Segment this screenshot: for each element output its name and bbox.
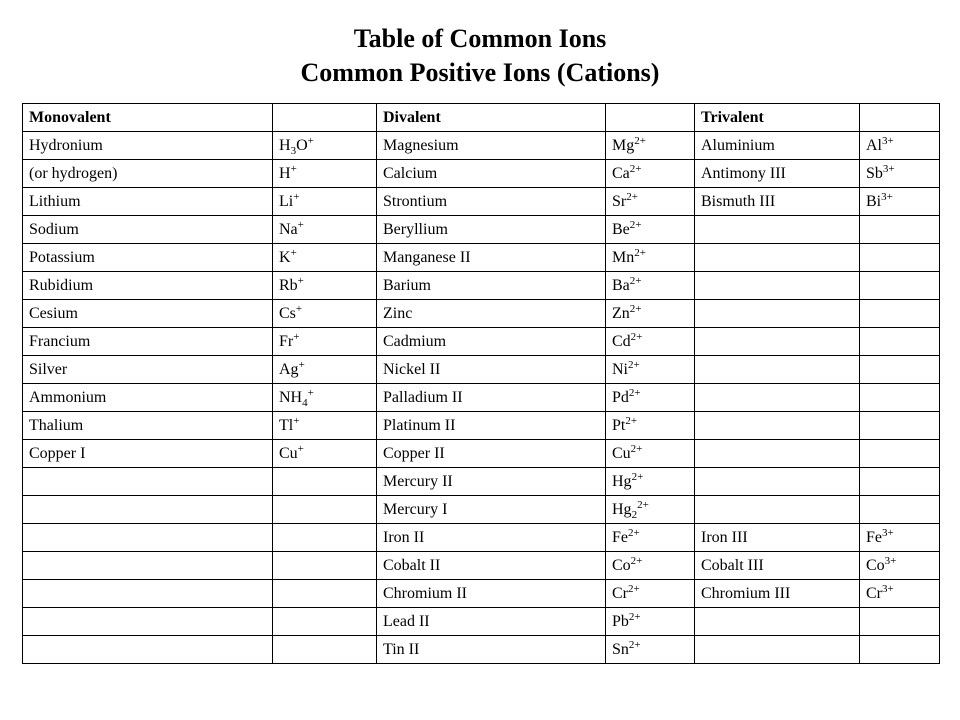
trivalent-name-cell <box>695 468 860 496</box>
formula-symbol: Co <box>866 556 885 574</box>
page-title: Table of Common Ions <box>353 24 607 53</box>
trivalent-name-cell <box>695 608 860 636</box>
header-monovalent-formula <box>273 104 377 132</box>
monovalent-name-cell <box>23 524 273 552</box>
trivalent-formula-cell <box>860 272 940 300</box>
title-block <box>0 22 960 90</box>
divalent-formula-cell <box>606 524 695 552</box>
trivalent-formula-cell <box>860 608 940 636</box>
trivalent-formula-cell <box>860 132 940 160</box>
monovalent-name-cell: Lithium <box>23 188 273 216</box>
monovalent-name-cell <box>23 496 273 524</box>
page-subtitle: Common Positive Ions (Cations) <box>300 58 660 87</box>
formula-charge: 2+ <box>630 442 643 455</box>
monovalent-formula-cell <box>273 552 377 580</box>
monovalent-formula-cell <box>273 160 377 188</box>
formula-symbol: Cu <box>279 444 298 462</box>
monovalent-name-cell <box>23 608 273 636</box>
divalent-name-cell: Nickel II <box>377 356 606 384</box>
divalent-formula-cell <box>606 412 695 440</box>
formula-charge: + <box>290 162 297 175</box>
formula-charge: 2+ <box>628 638 641 651</box>
divalent-name-cell: Beryllium <box>377 216 606 244</box>
trivalent-name-cell: Cobalt III <box>695 552 860 580</box>
divalent-name-cell: Chromium II <box>377 580 606 608</box>
formula-charge: 2+ <box>634 246 646 259</box>
trivalent-name-cell <box>695 636 860 664</box>
monovalent-formula-cell <box>273 132 377 160</box>
monovalent-formula-cell <box>273 468 377 496</box>
trivalent-formula-cell <box>860 440 940 468</box>
formula-symbol: Bi <box>866 192 882 210</box>
formula-charge: 2+ <box>628 610 641 623</box>
trivalent-formula-cell <box>860 300 940 328</box>
trivalent-formula-cell <box>860 468 940 496</box>
divalent-formula-cell <box>606 244 695 272</box>
formula-charge: 2+ <box>629 218 642 231</box>
trivalent-formula-cell <box>860 384 940 412</box>
formula-symbol: Ag <box>279 360 299 378</box>
formula-symbol: Fe <box>866 528 882 546</box>
monovalent-formula-cell <box>273 580 377 608</box>
trivalent-name-cell <box>695 328 860 356</box>
divalent-formula-cell <box>606 328 695 356</box>
formula-symbol: Sr <box>612 192 627 210</box>
table-body <box>23 132 940 664</box>
formula-symbol: Ca <box>612 164 630 182</box>
formula-symbol: H <box>279 164 291 182</box>
formula-charge: + <box>295 302 303 315</box>
trivalent-formula-cell <box>860 636 940 664</box>
formula-symbol: Ba <box>612 276 630 294</box>
trivalent-formula-cell <box>860 328 940 356</box>
table-row <box>23 440 940 468</box>
table-row <box>23 524 940 552</box>
formula-symbol: Cu <box>612 444 631 462</box>
formula-charge: + <box>297 274 304 287</box>
trivalent-name-cell <box>695 440 860 468</box>
formula-symbol: Fe <box>612 528 628 546</box>
formula-charge: + <box>298 358 305 371</box>
divalent-formula-cell <box>606 384 695 412</box>
formula-symbol: Rb <box>279 276 298 294</box>
table-row <box>23 552 940 580</box>
table-row <box>23 328 940 356</box>
formula-charge: + <box>290 246 297 259</box>
monovalent-formula-cell <box>273 524 377 552</box>
formula-symbol: Pb <box>612 612 629 630</box>
divalent-name-cell: Mercury I <box>377 496 606 524</box>
trivalent-name-cell: Bismuth III <box>695 188 860 216</box>
formula-charge: + <box>297 442 304 455</box>
formula-charge: + <box>293 414 300 427</box>
monovalent-name-cell: (or hydrogen) <box>23 160 273 188</box>
divalent-name-cell: Lead II <box>377 608 606 636</box>
trivalent-name-cell <box>695 496 860 524</box>
divalent-name-cell: Tin II <box>377 636 606 664</box>
divalent-name-cell: Platinum II <box>377 412 606 440</box>
trivalent-name-cell: Antimony III <box>695 160 860 188</box>
formula-symbol: Sn <box>612 640 629 658</box>
trivalent-name-cell <box>695 244 860 272</box>
formula-charge: + <box>293 190 300 203</box>
monovalent-name-cell <box>23 552 273 580</box>
monovalent-formula-cell <box>273 244 377 272</box>
formula-symbol: Cd <box>612 332 631 350</box>
formula-charge: 3+ <box>884 554 897 567</box>
formula-symbol: Mg <box>612 136 635 154</box>
divalent-formula-cell <box>606 552 695 580</box>
monovalent-formula-cell <box>273 216 377 244</box>
monovalent-formula-cell <box>273 384 377 412</box>
monovalent-name-cell <box>23 636 273 664</box>
divalent-name-cell: Copper II <box>377 440 606 468</box>
divalent-name-cell: Strontium <box>377 188 606 216</box>
divalent-name-cell: Mercury II <box>377 468 606 496</box>
formula-symbol: Pd <box>612 388 629 406</box>
formula-charge: + <box>297 218 304 231</box>
monovalent-name-cell: Silver <box>23 356 273 384</box>
trivalent-name-cell <box>695 300 860 328</box>
monovalent-formula-cell <box>273 412 377 440</box>
trivalent-name-cell <box>695 384 860 412</box>
formula-charge: 2+ <box>626 190 638 203</box>
divalent-formula-cell <box>606 356 695 384</box>
formula-charge: 3+ <box>882 162 895 175</box>
trivalent-formula-cell <box>860 524 940 552</box>
formula-symbol: Sb <box>866 164 883 182</box>
formula-symbol: NH <box>279 388 303 406</box>
table-row <box>23 384 940 412</box>
trivalent-formula-cell <box>860 244 940 272</box>
monovalent-name-cell: Sodium <box>23 216 273 244</box>
formula-subscript: 4 <box>302 396 308 409</box>
formula-symbol: Mn <box>612 248 635 266</box>
table-row <box>23 468 940 496</box>
monovalent-formula-cell <box>273 496 377 524</box>
table-row <box>23 580 940 608</box>
formula-charge: 2+ <box>634 134 646 147</box>
formula-symbol: Hg <box>612 472 632 490</box>
table-row <box>23 496 940 524</box>
formula-symbol: Hg <box>612 500 632 518</box>
divalent-formula-cell <box>606 468 695 496</box>
formula-charge: 2+ <box>628 582 640 595</box>
trivalent-name-cell <box>695 356 860 384</box>
formula-symbol: Be <box>612 220 630 238</box>
trivalent-formula-cell <box>860 356 940 384</box>
monovalent-name-cell: Francium <box>23 328 273 356</box>
monovalent-formula-cell <box>273 356 377 384</box>
divalent-formula-cell <box>606 440 695 468</box>
table-row <box>23 132 940 160</box>
table-row <box>23 300 940 328</box>
monovalent-name-cell: Cesium <box>23 300 273 328</box>
formula-charge: 3+ <box>882 582 894 595</box>
trivalent-name-cell <box>695 216 860 244</box>
formula-charge: 3+ <box>882 526 894 539</box>
header-trivalent: Trivalent <box>695 104 860 132</box>
divalent-name-cell: Iron II <box>377 524 606 552</box>
formula-charge: + <box>293 330 300 343</box>
table-row <box>23 272 940 300</box>
monovalent-name-cell: Rubidium <box>23 272 273 300</box>
formula-charge: + <box>307 386 314 399</box>
divalent-name-cell: Calcium <box>377 160 606 188</box>
formula-symbol: Cr <box>866 584 882 602</box>
header-trivalent-formula <box>860 104 940 132</box>
table-row <box>23 608 940 636</box>
monovalent-name-cell: Thalium <box>23 412 273 440</box>
monovalent-name-cell <box>23 580 273 608</box>
formula-charge: 2+ <box>629 274 642 287</box>
divalent-formula-cell <box>606 132 695 160</box>
header-divalent: Divalent <box>377 104 606 132</box>
table-row <box>23 160 940 188</box>
trivalent-name-cell <box>695 272 860 300</box>
formula-charge: 3+ <box>881 190 893 203</box>
formula-charge: 2+ <box>629 302 642 315</box>
formula-symbol: Pt <box>612 416 626 434</box>
trivalent-formula-cell <box>860 216 940 244</box>
formula-symbol: Na <box>279 220 298 238</box>
formula-symbol: Fr <box>279 332 294 350</box>
divalent-formula-cell <box>606 160 695 188</box>
divalent-formula-cell <box>606 216 695 244</box>
formula-charge: 2+ <box>628 358 640 371</box>
divalent-formula-cell <box>606 300 695 328</box>
formula-symbol: Cr <box>612 584 628 602</box>
trivalent-name-cell <box>695 412 860 440</box>
cations-table <box>22 103 940 664</box>
monovalent-formula-cell <box>273 608 377 636</box>
monovalent-formula-cell <box>273 636 377 664</box>
formula-charge: 2+ <box>628 386 641 399</box>
formula-charge: 2+ <box>630 554 643 567</box>
table-row <box>23 356 940 384</box>
formula-charge: + <box>307 134 314 147</box>
trivalent-name-cell: Iron III <box>695 524 860 552</box>
formula-charge: 2+ <box>628 526 640 539</box>
formula-symbol: O <box>296 136 308 154</box>
monovalent-name-cell <box>23 468 273 496</box>
monovalent-name-cell: Ammonium <box>23 384 273 412</box>
divalent-name-cell: Cobalt II <box>377 552 606 580</box>
divalent-formula-cell <box>606 272 695 300</box>
divalent-formula-cell <box>606 636 695 664</box>
divalent-name-cell: Manganese II <box>377 244 606 272</box>
trivalent-formula-cell <box>860 160 940 188</box>
table-header-row <box>23 104 940 132</box>
formula-symbol: Tl <box>279 416 294 434</box>
divalent-formula-cell <box>606 188 695 216</box>
table-row <box>23 244 940 272</box>
formula-symbol: Ni <box>612 360 628 378</box>
monovalent-formula-cell <box>273 300 377 328</box>
trivalent-formula-cell <box>860 552 940 580</box>
table-row <box>23 188 940 216</box>
divalent-name-cell: Magnesium <box>377 132 606 160</box>
formula-charge: 2+ <box>631 470 644 483</box>
table-row <box>23 412 940 440</box>
formula-charge: 2+ <box>637 498 649 511</box>
formula-symbol: Li <box>279 192 294 210</box>
formula-charge: 2+ <box>625 414 638 427</box>
formula-charge: 2+ <box>629 162 642 175</box>
table-row <box>23 216 940 244</box>
formula-charge: 2+ <box>630 330 643 343</box>
monovalent-formula-cell <box>273 188 377 216</box>
divalent-name-cell: Zinc <box>377 300 606 328</box>
trivalent-name-cell: Aluminium <box>695 132 860 160</box>
formula-symbol: Co <box>612 556 631 574</box>
monovalent-name-cell: Copper I <box>23 440 273 468</box>
monovalent-formula-cell <box>273 440 377 468</box>
formula-symbol: H <box>279 136 291 154</box>
trivalent-name-cell: Chromium III <box>695 580 860 608</box>
monovalent-formula-cell <box>273 328 377 356</box>
formula-charge: 3+ <box>882 134 894 147</box>
formula-subscript: 2 <box>631 508 638 521</box>
trivalent-formula-cell <box>860 496 940 524</box>
divalent-name-cell: Palladium II <box>377 384 606 412</box>
formula-symbol: Zn <box>612 304 630 322</box>
formula-symbol: Cs <box>279 304 296 322</box>
formula-symbol: K <box>279 248 291 266</box>
formula-symbol: Al <box>866 136 882 154</box>
trivalent-formula-cell <box>860 412 940 440</box>
divalent-name-cell: Barium <box>377 272 606 300</box>
formula-subscript: 3 <box>290 144 297 157</box>
table-row <box>23 636 940 664</box>
divalent-formula-cell <box>606 608 695 636</box>
divalent-formula-cell <box>606 580 695 608</box>
trivalent-formula-cell <box>860 580 940 608</box>
monovalent-name-cell: Hydronium <box>23 132 273 160</box>
trivalent-formula-cell <box>860 188 940 216</box>
header-monovalent: Monovalent <box>23 104 273 132</box>
header-divalent-formula <box>606 104 695 132</box>
monovalent-name-cell: Potassium <box>23 244 273 272</box>
divalent-name-cell: Cadmium <box>377 328 606 356</box>
divalent-formula-cell <box>606 496 695 524</box>
monovalent-formula-cell <box>273 272 377 300</box>
